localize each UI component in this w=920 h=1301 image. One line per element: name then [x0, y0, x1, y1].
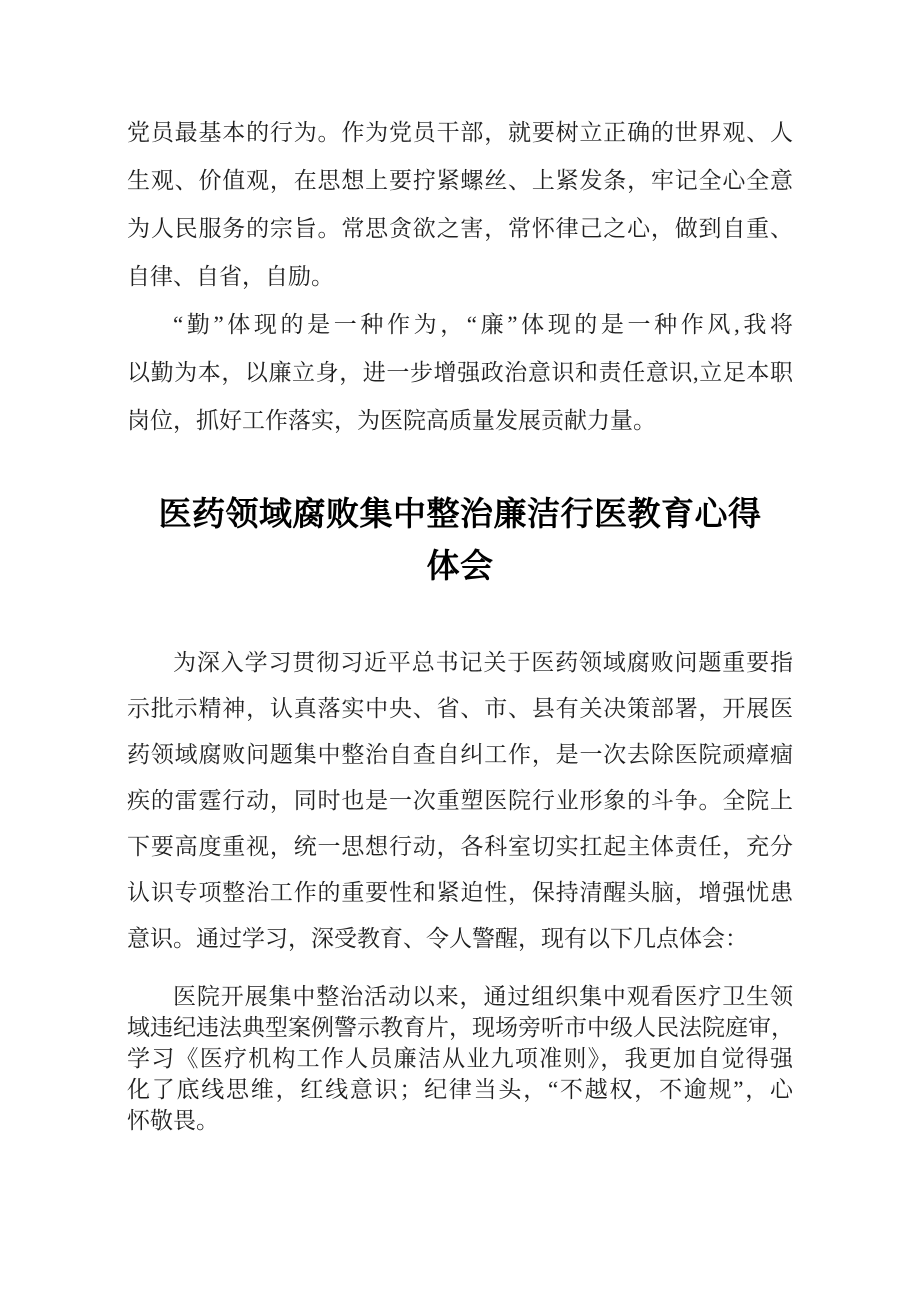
text-line: 以勤为本，以廉立身，进一步增强政治意识和责任意识,立足本职: [127, 360, 793, 385]
heading-line: 医药领域腐败集中整治廉洁行医教育心得: [158, 497, 762, 533]
paragraph-hospital-activity: [127, 981, 793, 1136]
paragraph-continued: [127, 109, 793, 301]
text-line: “勤”体现的是一种作为，“廉”体现的是一种作风,我将: [173, 312, 793, 337]
text-line: 认识专项整治工作的重要性和紧迫性，保持清醒头脑，增强忧患: [127, 880, 793, 905]
text-line: 疾的雷霆行动，同时也是一次重塑医院行业形象的斗争。全院上: [127, 788, 793, 813]
text-line: 域违纪违法典型案例警示教育片，现场旁听市中级人民法院庭审，: [127, 1015, 794, 1040]
text-line: 医院开展集中整治活动以来，通过组织集中观看医疗卫生领: [173, 984, 793, 1009]
text-line: 生观、价值观，在思想上要拧紧螺丝、上紧发条，牢记全心全意: [127, 168, 793, 193]
paragraph-qin-lian: [127, 301, 793, 445]
text-line: 怀敬畏。: [127, 1108, 219, 1133]
text-line: 化了底线思维，红线意识；纪律当头，“不越权，不逾规”，心: [127, 1077, 793, 1102]
text-line: 学习《医疗机构工作人员廉洁从业九项准则》，我更加自觉得强: [127, 1046, 793, 1071]
heading-line: 体会: [426, 549, 494, 585]
text-line: 示批示精神，认真落实中央、省、市、县有关决策部署，开展医: [127, 696, 793, 721]
paragraph-study-intro: [127, 640, 793, 962]
text-line: 自律、自省，自励。: [127, 264, 334, 289]
text-line: 意识。通过学习，深受教育、令人警醒，现有以下几点体会：: [127, 926, 748, 951]
section-heading: [127, 489, 793, 593]
text-line: 药领域腐败问题集中整治自查自纠工作，是一次去除医院顽瘴痼: [127, 742, 793, 767]
text-line: 党员最基本的行为。作为党员干部，就要树立正确的世界观、人: [127, 120, 793, 145]
text-line: 岗位，抓好工作落实，为医院高质量发展贡献力量。: [127, 408, 656, 433]
text-line: 为深入学习贯彻习近平总书记关于医药领域腐败问题重要指: [173, 650, 793, 675]
text-line: 为人民服务的宗旨。常思贪欲之害，常怀律己之心，做到自重、: [127, 216, 793, 241]
text-line: 下要高度重视，统一思想行动，各科室切实扛起主体责任，充分: [127, 834, 793, 859]
